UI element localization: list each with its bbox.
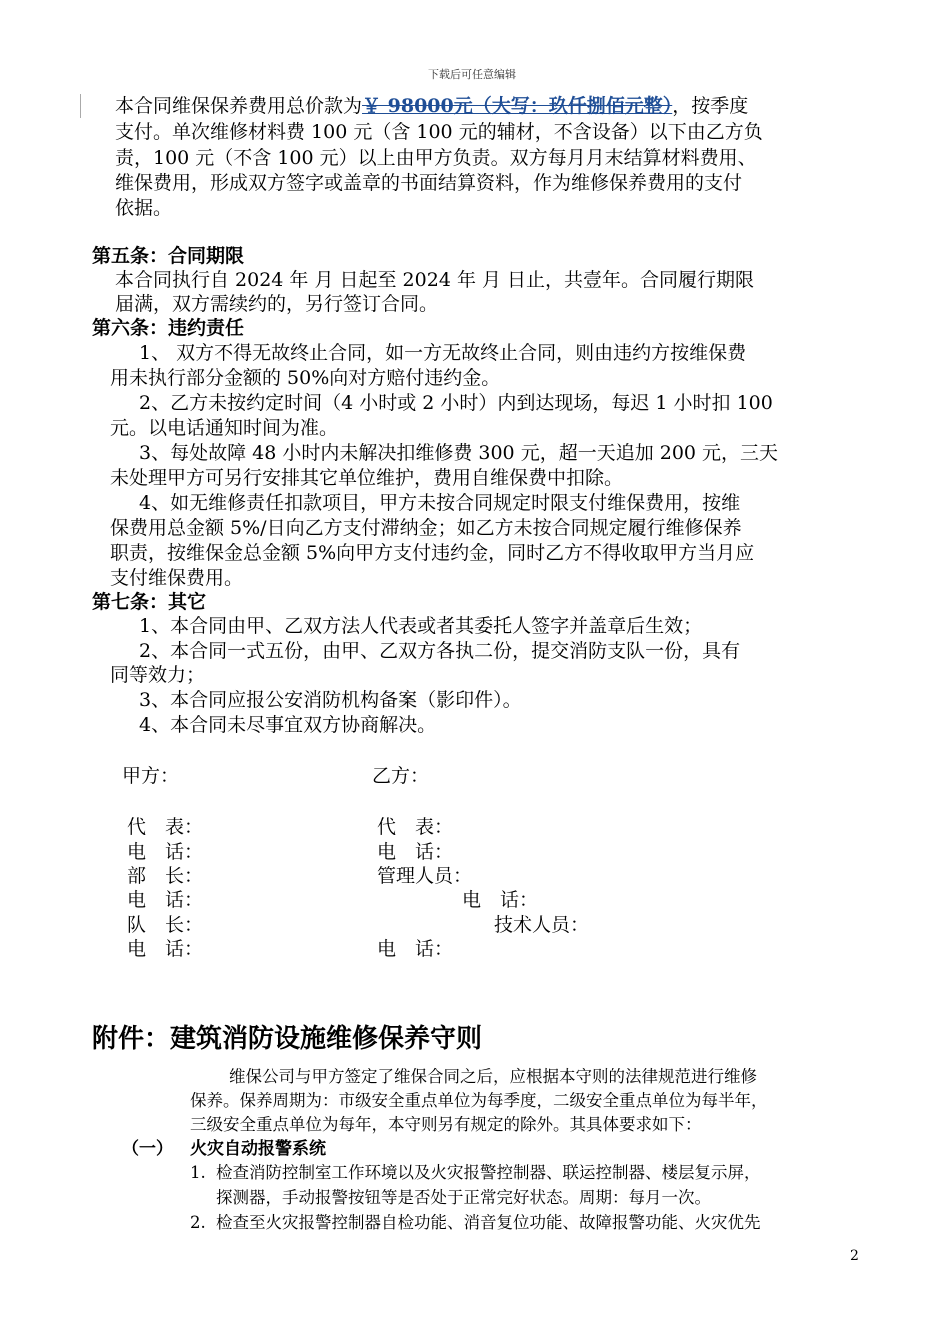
party-a-representative: 代 表：: [127, 816, 204, 838]
item-1-line-a: 检查消防控制室工作环境以及火灾报警控制器、联运控制器、楼层复示屏，: [216, 1163, 761, 1182]
article-5-line-1: 本合同执行自 2024 年 月 日起至 2024 年 月 日止，共壹年。合同履行期限: [115, 269, 755, 291]
fee-line-1-suffix: ，按季度: [672, 95, 749, 117]
article-5-line-2: 届满，双方需续约的，另行签订合同。: [115, 293, 439, 315]
attachment-intro-3: 三级安全重点单位为每年，本守则另有规定的除外。其具体要求如下：: [190, 1115, 702, 1134]
item-1-line-b: 探测器，手动报警按钮等是否处于正常完好状态。周期：每月一次。: [216, 1188, 711, 1207]
article-6-title: 第六条：违约责任: [92, 317, 245, 339]
article-6-item-4d: 支付维保费用。: [110, 567, 244, 589]
article-6-item-3a: 3、每处故障 48 小时内未解决扣维修费 300 元，超一天追加 200 元，三天: [139, 442, 779, 464]
attachment-title: 附件：建筑消防设施维修保养守则: [92, 1024, 483, 1054]
item-2-line-a: 检查至火灾报警控制器自检功能、消音复位功能、故障报警功能、火灾优先: [216, 1213, 761, 1232]
article-6-item-3b: 未处理甲方可另行安排其它单位维护，费用自维保费中扣除。: [110, 467, 624, 489]
fee-line-2: 支付。单次维修材料费 100 元（含 100 元的辅材，不含设备）以下由乙方负: [115, 121, 763, 143]
fee-line-1-prefix: 本合同维保保养费用总价款为: [115, 95, 363, 117]
party-a-minister: 部 长：: [127, 865, 204, 887]
page-number: 2: [850, 1248, 859, 1264]
party-a-phone-1: 电 话：: [127, 841, 204, 863]
fee-line-5: 依据。: [115, 197, 173, 219]
party-b-technician: 技术人员：: [494, 914, 590, 936]
party-a-phone-2: 电 话：: [127, 889, 204, 911]
article-6-item-1b: 用未执行部分金额的 50%向对方赔付违约金。: [110, 367, 501, 389]
article-7-item-3: 3、本合同应报公安消防机构备案（影印件）。: [139, 689, 522, 711]
section-1-title: 火灾自动报警系统: [190, 1139, 326, 1159]
item-2-number: 2.: [190, 1213, 206, 1232]
party-b-phone-3: 电 话：: [377, 938, 454, 960]
attachment-intro-1: 维保公司与甲方签定了维保合同之后，应根据本守则的法律规范进行维修: [229, 1067, 757, 1086]
article-7-item-2b: 同等效力；: [110, 664, 206, 686]
item-1-number: 1.: [190, 1163, 206, 1182]
party-a-phone-3: 电 话：: [127, 938, 204, 960]
party-b-representative: 代 表：: [377, 816, 454, 838]
article-7-item-2a: 2、本合同一式五份，由甲、乙双方各执二份，提交消防支队一份，具有: [139, 640, 741, 662]
fee-line-4: 维保费用，形成双方签字或盖章的书面结算资料，作为维修保养费用的支付: [115, 172, 743, 194]
article-6-item-2b: 元。以电话通知时间为准。: [110, 417, 339, 439]
party-b-manager: 管理人员：: [377, 865, 473, 887]
fee-amount: ￥ 98000元（大写：玖仟捌佰元整）: [362, 95, 673, 117]
article-7-item-1: 1、本合同由甲、乙双方法人代表或者其委托人签字并盖章后生效；: [139, 615, 703, 637]
fee-line-3: 责，100 元（不含 100 元）以上由甲方负责。双方每月月末结算材料费用、: [115, 147, 757, 169]
section-1-number: （一）: [122, 1139, 173, 1159]
article-6-item-4c: 职责，按维保金总金额 5%向甲方支付违约金，同时乙方不得收取甲方当月应: [110, 542, 755, 564]
party-a-captain: 队 长：: [127, 914, 204, 936]
article-7-title: 第七条：其它: [92, 591, 207, 613]
article-6-item-4b: 保费用总金额 5%/日向乙方支付滞纳金；如乙方未按合同规定履行维修保养: [110, 517, 742, 539]
party-b-phone-1: 电 话：: [377, 841, 454, 863]
attachment-intro-2: 保养。保养周期为：市级安全重点单位为每季度，二级安全重点单位为每半年，: [190, 1091, 768, 1110]
fee-line-1: [115, 94, 748, 118]
article-6-item-2a: 2、乙方未按约定时间（4 小时或 2 小时）内到达现场，每迟 1 小时扣 100: [139, 392, 773, 414]
article-6-item-1a: 1、 双方不得无故终止合同，如一方无故终止合同，则由违约方按维保费: [139, 342, 747, 364]
article-7-item-4: 4、本合同未尽事宜双方协商解决。: [139, 714, 437, 736]
party-b-label: 乙方：: [372, 765, 430, 787]
article-5-title: 第五条：合同期限: [92, 245, 245, 267]
party-a-label: 甲方：: [122, 765, 180, 787]
article-6-item-4a: 4、如无维修责任扣款项目，甲方未按合同规定时限支付维保费用，按维: [139, 492, 741, 514]
text-cursor-marker: [80, 94, 81, 118]
page-header: 下载后可任意编辑: [428, 68, 516, 81]
party-b-phone-2: 电 话：: [462, 889, 539, 911]
